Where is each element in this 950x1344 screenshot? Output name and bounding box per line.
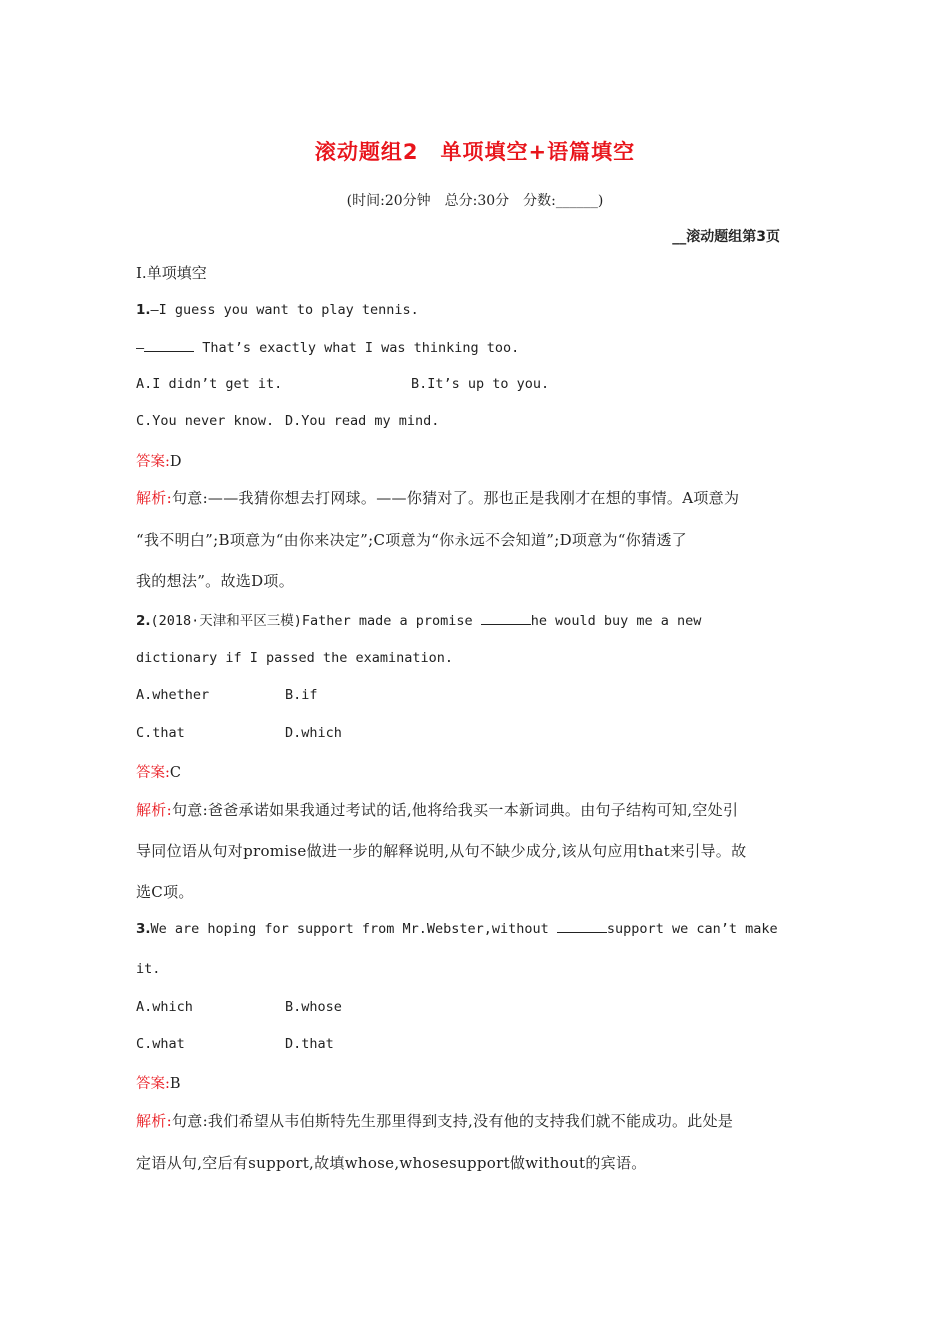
option-a: A.whether xyxy=(136,687,210,703)
exam-meta: (时间:20分钟 总分:30分 分数:______) xyxy=(346,193,604,209)
option-d: D.You read my mind. xyxy=(285,413,440,429)
answer-value: B xyxy=(169,1076,181,1092)
answer-value: C xyxy=(169,765,181,781)
answer-line xyxy=(136,450,182,471)
page-title: 滚动题组2 单项填空+语篇填空 xyxy=(314,140,636,164)
question-2-stem-cont: dictionary if I passed the examination. xyxy=(136,650,453,666)
explanation-line: 解析:句意:爸爸承诺如果我通过考试的话,他将给我买一本新词典。由句子结构可知,空处引 xyxy=(136,801,739,819)
option-c: C.what xyxy=(136,1036,185,1052)
option-b: B.whose xyxy=(285,999,342,1015)
question-number: 2. xyxy=(136,613,151,629)
answer-blank xyxy=(481,612,531,625)
page-reference: __滚动题组第3页 xyxy=(672,229,780,245)
section-heading: Ⅰ.单项填空 xyxy=(136,264,207,282)
explanation-line: 选C项。 xyxy=(136,883,194,901)
explanation-label: 解析: xyxy=(136,489,172,507)
explanation-line: 解析:句意:——我猜你想去打网球。——你猜对了。那也正是我刚才在想的事情。A项意为 xyxy=(136,489,740,507)
option-d: D.that xyxy=(285,1036,334,1052)
dash: — xyxy=(136,340,145,356)
explanation-line: 解析:句意:我们希望从韦伯斯特先生那里得到支持,没有他的支持我们就不能成功。此处是 xyxy=(136,1112,734,1130)
question-1-stem xyxy=(136,302,419,318)
answer-line xyxy=(136,761,181,782)
explanation-line: “我不明白”;B项意为“由你来决定”;C项意为“你永远不会知道”;D项意为“你猜透了 xyxy=(136,531,687,549)
answer-label: 答案: xyxy=(136,454,170,470)
question-3-stem-cont: it. xyxy=(136,961,161,977)
option-d: D.which xyxy=(285,725,342,741)
answer-value: D xyxy=(169,454,182,470)
question-number: 1. xyxy=(136,302,151,318)
explanation-line: 定语从句,空后有support,故填whose,whosesupport做without的宾语。 xyxy=(136,1154,647,1172)
explanation-label: 解析: xyxy=(136,1112,172,1130)
question-text: —I guess you want to play tennis. xyxy=(150,302,419,318)
explanation-line: 导同位语从句对promise做进一步的解释说明,从句不缺少成分,该从句应用that来引导。故 xyxy=(136,842,747,860)
reply-text: That’s exactly what I was thinking too. xyxy=(194,340,520,356)
question-1-reply xyxy=(136,339,519,356)
explanation-label: 解析: xyxy=(136,801,172,819)
answer-label: 答案: xyxy=(136,765,170,781)
option-b: B.if xyxy=(285,687,318,703)
question-number: 3. xyxy=(136,921,151,937)
question-3-stem: 3.We are hoping for support from Mr.Webster,without support we can’t make xyxy=(136,921,778,937)
explanation-line: 我的想法”。故选D项。 xyxy=(136,572,294,590)
answer-label: 答案: xyxy=(136,1076,170,1092)
option-c: C.that xyxy=(136,725,185,741)
option-a: A.which xyxy=(136,999,193,1015)
answer-blank xyxy=(557,920,607,933)
answer-line xyxy=(136,1072,181,1093)
option-b: B.It’s up to you. xyxy=(411,376,550,392)
question-2-stem: 2.(2018·天津和平区三模)Father made a promise he would buy me a new xyxy=(136,613,702,629)
option-c: C.You never know. xyxy=(136,413,275,429)
answer-blank xyxy=(144,339,194,352)
option-a: A.I didn’t get it. xyxy=(136,376,283,392)
